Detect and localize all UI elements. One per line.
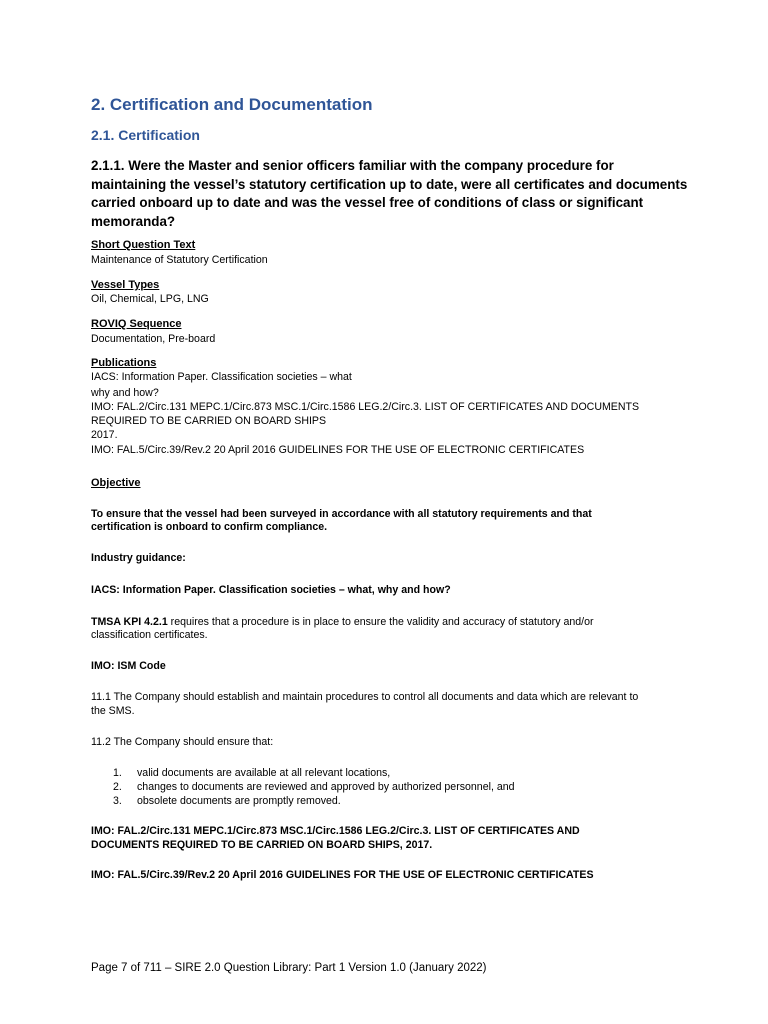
objective-text: certification is onboard to confirm compliance. [91, 521, 328, 533]
publications-label: Publications [91, 357, 157, 369]
ism-code-heading: IMO: ISM Code [91, 660, 166, 672]
list-item [113, 794, 515, 808]
list-item-number: 3. [113, 795, 122, 807]
tmsa-paragraph [91, 615, 594, 629]
subsection-title: 2.1. Certification [91, 127, 200, 143]
ism-11-1-text: the SMS. [91, 705, 135, 717]
list-item-number: 2. [113, 781, 122, 793]
ism-requirements-list [113, 766, 515, 808]
list-item-text: obsolete documents are promptly removed. [137, 795, 341, 807]
tmsa-text: requires that a procedure is in place to ensure the validity and accuracy of statutory and/or [167, 616, 594, 628]
tmsa-paragraph-line-2: classification certificates. [91, 629, 208, 641]
objective-text: To ensure that the vessel had been surveyed in accordance with all statutory requirements and that [91, 508, 592, 520]
list-item-text: valid documents are available at all relevant locations, [137, 767, 391, 779]
page-footer: Page 7 of 711 – SIRE 2.0 Question Library: Part 1 Version 1.0 (January 2022) [91, 962, 487, 974]
list-item-number: 1. [113, 767, 122, 779]
question-text: 2.1.1. Were the Master and senior officers familiar with the company procedure for maintaining the vessel’s statutory certification up to date, were all certificates and documents carried onboard up to date and was the vessel free of conditions of class or significant memoranda? [91, 158, 688, 229]
fal5-heading: IMO: FAL.5/Circ.39/Rev.2 20 April 2016 GUIDELINES FOR THE USE OF ELECTRONIC CERTIFICATES [91, 869, 594, 881]
publication-line: IMO: FAL.2/Circ.131 MEPC.1/Circ.873 MSC.1/Circ.1586 LEG.2/Circ.3. LIST OF CERTIFICATES AND DOCUMENTS [91, 401, 640, 413]
industry-guidance-heading: Industry guidance: [91, 552, 186, 564]
fal2-heading: DOCUMENTS REQUIRED TO BE CARRIED ON BOARD SHIPS, 2017. [91, 839, 433, 851]
iacs-heading: IACS: Information Paper. Classification societies – what, why and how? [91, 584, 451, 596]
vessel-types-value: Oil, Chemical, LPG, LNG [91, 293, 209, 305]
short-question-label: Short Question Text [91, 239, 196, 251]
publication-line: IACS: Information Paper. Classification societies – what [91, 371, 352, 383]
list-item [113, 780, 515, 794]
publication-line: REQUIRED TO BE CARRIED ON BOARD SHIPS [91, 415, 327, 427]
short-question-value: Maintenance of Statutory Certification [91, 254, 268, 266]
roviq-sequence-value: Documentation, Pre-board [91, 333, 216, 345]
list-item [113, 766, 515, 780]
list-item-text: changes to documents are reviewed and approved by authorized personnel, and [137, 781, 515, 793]
publication-line: 2017. [91, 429, 118, 441]
vessel-types-label: Vessel Types [91, 279, 160, 291]
ism-11-1-text: 11.1 The Company should establish and maintain procedures to control all documents and data which are relevant to [91, 691, 639, 703]
section-title: 2. Certification and Documentation [91, 95, 373, 114]
fal2-heading: IMO: FAL.2/Circ.131 MEPC.1/Circ.873 MSC.1/Circ.1586 LEG.2/Circ.3. LIST OF CERTIFICATES AND [91, 825, 580, 837]
tmsa-kpi-reference: TMSA KPI 4.2.1 [91, 616, 168, 628]
publication-line: IMO: FAL.5/Circ.39/Rev.2 20 April 2016 GUIDELINES FOR THE USE OF ELECTRONIC CERTIFICATES [91, 444, 585, 456]
ism-11-2-text: 11.2 The Company should ensure that: [91, 736, 274, 748]
roviq-sequence-label: ROVIQ Sequence [91, 318, 182, 330]
publication-line: why and how? [91, 387, 159, 399]
objective-label: Objective [91, 477, 141, 489]
